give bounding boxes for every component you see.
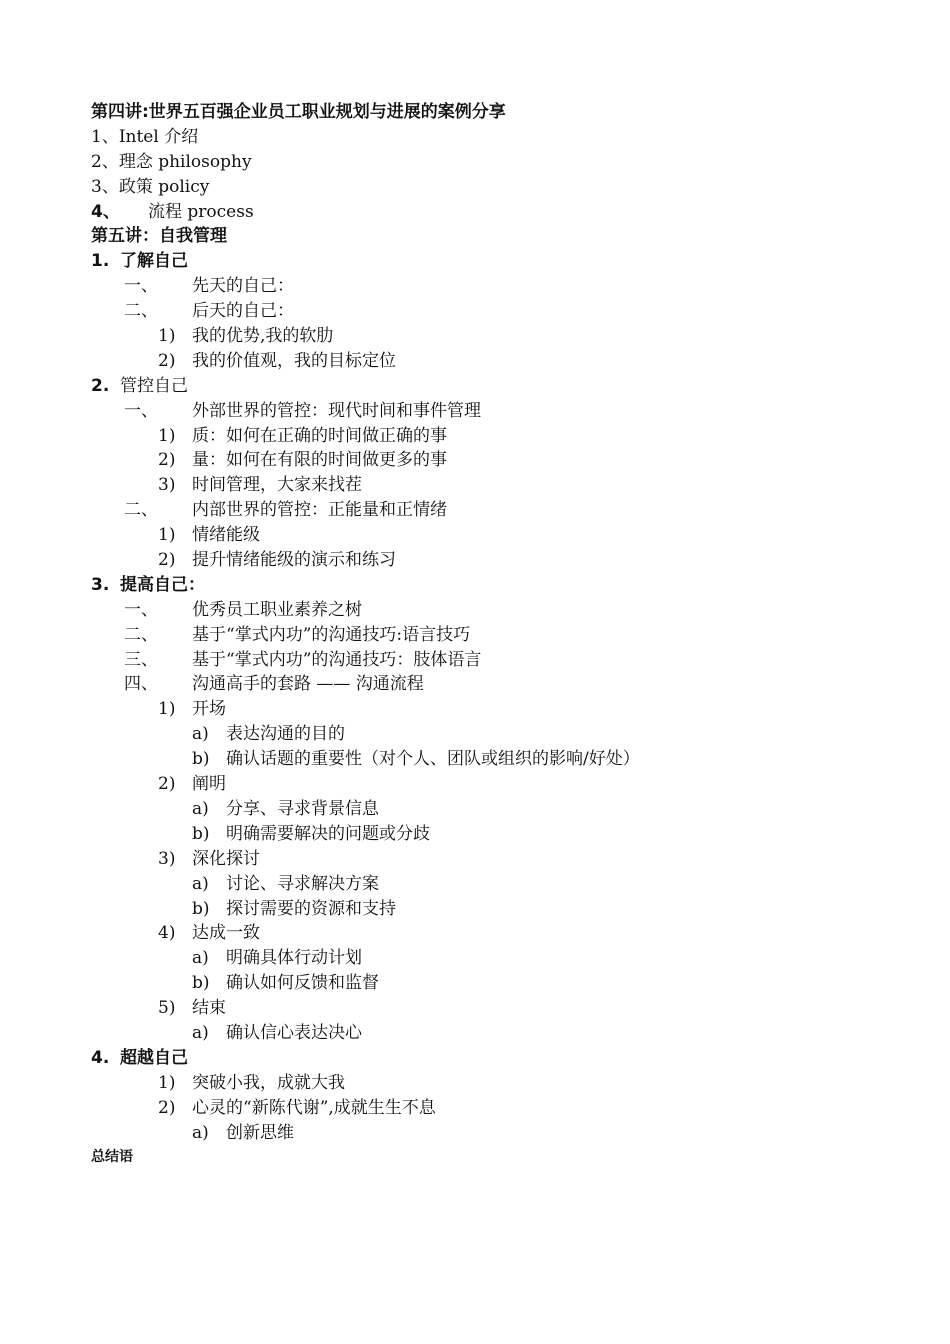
list-marker: 2. xyxy=(91,375,110,396)
list-marker: 一、 xyxy=(124,400,158,421)
list-item xyxy=(91,274,911,299)
list-marker: 二、 xyxy=(124,624,158,645)
list-item xyxy=(91,299,911,324)
list-text: 我的优势,我的软肋 xyxy=(192,326,334,347)
list-item: 2、理念 philosophy xyxy=(91,151,252,172)
heading-lecture-4: 第四讲:世界五百强企业员工职业规划与进展的案例分享 xyxy=(91,102,506,122)
list-item xyxy=(91,399,911,424)
list-item xyxy=(91,1096,911,1121)
list-marker: 4、 xyxy=(91,201,120,222)
list-marker: a) xyxy=(192,724,209,745)
list-marker: 1) xyxy=(158,699,176,720)
list-item xyxy=(91,598,911,623)
section-heading xyxy=(91,573,911,598)
section-heading xyxy=(91,249,911,274)
list-marker: 4. xyxy=(91,1047,110,1068)
list-marker: 三、 xyxy=(124,649,158,670)
list-text: 达成一致 xyxy=(192,923,260,944)
list-item xyxy=(91,548,911,573)
list-text: 量：如何在有限的时间做更多的事 xyxy=(192,450,447,471)
list-text: 情绪能级 xyxy=(192,525,260,546)
list-item xyxy=(91,349,911,374)
list-text: 突破小我，成就大我 xyxy=(192,1072,345,1093)
list-item: 1、Intel 介绍 xyxy=(91,126,199,147)
list-text: 结束 xyxy=(192,998,226,1019)
list-item xyxy=(91,1071,911,1096)
list-marker: 3) xyxy=(158,848,176,869)
list-item xyxy=(91,872,911,897)
list-text: 超越自己 xyxy=(120,1047,188,1068)
list-text: 我的价值观，我的目标定位 xyxy=(192,350,396,371)
list-item xyxy=(91,946,911,971)
list-marker: 二、 xyxy=(124,301,158,322)
list-marker: 2) xyxy=(158,774,176,795)
list-marker: a) xyxy=(192,873,209,894)
list-marker: 2) xyxy=(158,350,176,371)
section-heading xyxy=(91,1046,911,1071)
list-item xyxy=(91,523,911,548)
list-marker: 2) xyxy=(158,1097,176,1118)
list-marker: 1) xyxy=(158,326,176,347)
list-marker: a) xyxy=(192,798,209,819)
list-marker: b) xyxy=(192,898,210,919)
list-item xyxy=(91,772,911,797)
list-text: 提高自己： xyxy=(120,574,205,595)
list-text: 流程 process xyxy=(148,201,254,222)
list-item xyxy=(91,1121,911,1146)
list-item xyxy=(91,424,911,449)
list-text: 基于“掌式内功”的沟通技巧:语言技巧 xyxy=(192,624,471,645)
list-text: 心灵的“新陈代谢”,成就生生不息 xyxy=(192,1097,436,1118)
list-text: 质：如何在正确的时间做正确的事 xyxy=(192,425,447,446)
list-item xyxy=(91,672,911,697)
list-text: 深化探讨 xyxy=(192,848,260,869)
list-marker: b) xyxy=(192,973,210,994)
list-text: 提升情绪能级的演示和练习 xyxy=(192,550,396,571)
list-marker: 1) xyxy=(158,525,176,546)
list-item xyxy=(91,996,911,1021)
list-text: 先天的自己： xyxy=(192,276,294,297)
list-text: 后天的自己： xyxy=(192,301,294,322)
list-marker: 4) xyxy=(158,923,176,944)
conclusion-heading: 总结语 xyxy=(91,1149,133,1166)
list-text: 时间管理，大家来找茬 xyxy=(192,475,362,496)
list-item xyxy=(91,722,911,747)
list-item xyxy=(91,498,911,523)
list-marker: a) xyxy=(192,948,209,969)
list-item xyxy=(91,822,911,847)
list-text: 基于“掌式内功”的沟通技巧：肢体语言 xyxy=(192,649,482,670)
list-marker: 5) xyxy=(158,998,176,1019)
list-text: 探讨需要的资源和支持 xyxy=(226,898,396,919)
list-text: 确认话题的重要性（对个人、团队或组织的影响/好处） xyxy=(226,749,640,770)
list-text: 开场 xyxy=(192,699,226,720)
list-marker: a) xyxy=(192,1122,209,1143)
list-marker: 2) xyxy=(158,450,176,471)
list-item xyxy=(91,747,911,772)
list-text: 优秀员工职业素养之树 xyxy=(192,599,362,620)
list-marker: 二、 xyxy=(124,500,158,521)
list-text: 讨论、寻求解决方案 xyxy=(226,873,379,894)
list-text: 确认信心表达决心 xyxy=(226,1022,362,1043)
list-item xyxy=(91,797,911,822)
list-marker: 3) xyxy=(158,475,176,496)
list-text: 管控自己 xyxy=(120,375,188,396)
list-marker: b) xyxy=(192,749,210,770)
list-marker: 3. xyxy=(91,574,110,595)
list-text: 明确需要解决的问题或分歧 xyxy=(226,823,430,844)
list-marker: a) xyxy=(192,1022,209,1043)
list-text: 表达沟通的目的 xyxy=(226,724,345,745)
list-item xyxy=(91,697,911,722)
list-item xyxy=(91,921,911,946)
list-marker: b) xyxy=(192,823,210,844)
list-item xyxy=(91,200,911,225)
list-item xyxy=(91,324,911,349)
list-item xyxy=(91,971,911,996)
list-text: 明确具体行动计划 xyxy=(226,948,362,969)
list-item xyxy=(91,1021,911,1046)
list-text: 沟通高手的套路 —— 沟通流程 xyxy=(192,674,424,695)
list-marker: 1. xyxy=(91,251,110,272)
list-marker: 1) xyxy=(158,1072,176,1093)
list-marker: 1) xyxy=(158,425,176,446)
list-text: 阐明 xyxy=(192,774,226,795)
list-item: 3、政策 policy xyxy=(91,176,210,197)
list-item xyxy=(91,897,911,922)
document-body xyxy=(91,100,911,1170)
list-text: 确认如何反馈和监督 xyxy=(226,973,379,994)
list-text: 分享、寻求背景信息 xyxy=(226,798,379,819)
heading-lecture-5: 第五讲：自我管理 xyxy=(91,226,227,247)
list-item xyxy=(91,847,911,872)
list-marker: 四、 xyxy=(124,674,158,695)
list-item xyxy=(91,448,911,473)
list-item xyxy=(91,473,911,498)
list-text: 内部世界的管控：正能量和正情绪 xyxy=(192,500,447,521)
list-text: 创新思维 xyxy=(226,1122,294,1143)
list-marker: 2) xyxy=(158,550,176,571)
list-text: 外部世界的管控：现代时间和事件管理 xyxy=(192,400,481,421)
list-marker: 一、 xyxy=(124,276,158,297)
list-item xyxy=(91,623,911,648)
section-heading xyxy=(91,374,911,399)
list-marker: 一、 xyxy=(124,599,158,620)
list-text: 了解自己 xyxy=(120,251,188,272)
list-item xyxy=(91,648,911,673)
